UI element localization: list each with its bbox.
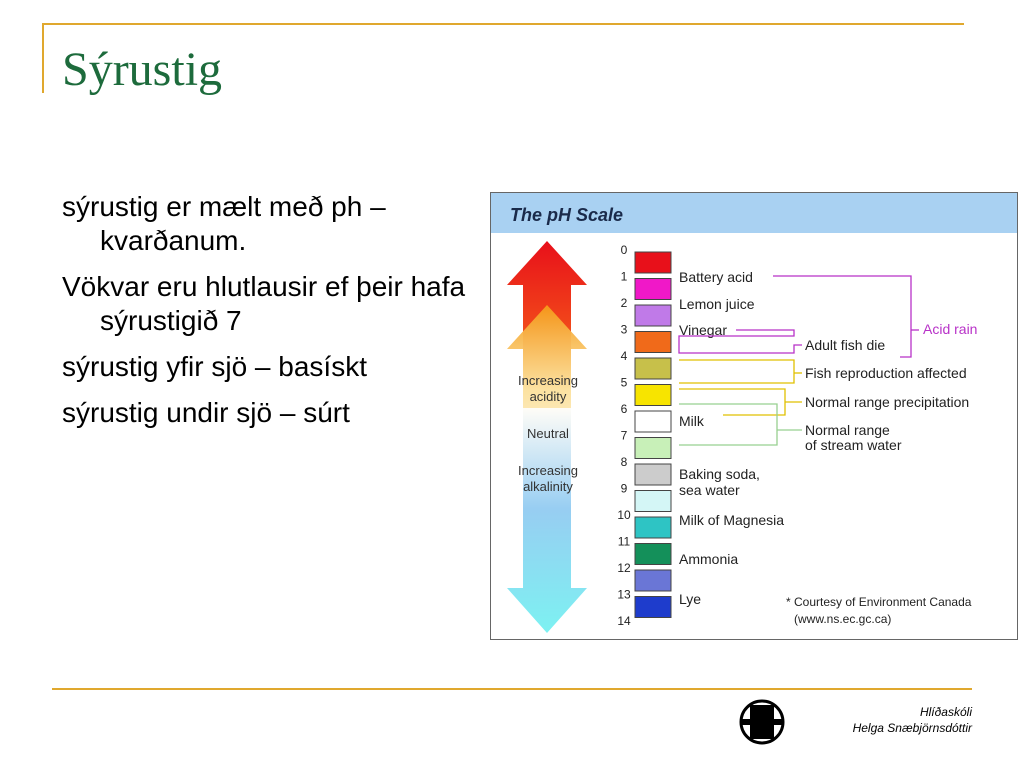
footer-author: Helga Snæbjörnsdóttir: [852, 721, 972, 735]
bullet-item: sýrustig undir sjö – súrt: [62, 397, 350, 428]
bullet-item: sýrustig er mælt með ph – kvarðanum.: [62, 191, 386, 256]
acidity-label-2: acidity: [529, 389, 567, 404]
substance-lye: Lye: [679, 591, 702, 607]
substance-vinegar: Vinegar: [679, 322, 728, 338]
substance-baking-soda: Baking soda,: [679, 466, 760, 482]
effect-fish-reproduction: Fish reproduction affected: [805, 365, 967, 381]
ph-swatch: [635, 305, 671, 326]
substance-milk-of-magnesia: Milk of Magnesia: [679, 512, 785, 528]
ph-value-label: 3: [620, 322, 628, 337]
ph-swatch: [635, 570, 671, 591]
ph-scale-figure: [490, 192, 1018, 640]
effect-adult-fish-die: Adult fish die: [805, 337, 886, 353]
alkalinity-label-2: alkalinity: [523, 479, 573, 494]
ph-value-label: 6: [620, 402, 628, 416]
ph-value-label: 1: [620, 269, 628, 284]
effect-normal-precipitation: Normal range precipitation: [805, 394, 970, 410]
courtesy-line-1: * Courtesy of Environment Canada: [786, 595, 972, 609]
ph-value-label: 5: [620, 375, 628, 390]
ph-value-label: 12: [617, 561, 631, 575]
ph-value-label: 10: [617, 508, 631, 522]
ph-swatch: [635, 279, 671, 300]
ph-swatch: [635, 411, 671, 432]
ph-value-label: 9: [620, 481, 628, 496]
frame-top-line: [42, 23, 964, 25]
ph-value-label: 4: [620, 349, 628, 363]
ph-swatch: [635, 252, 671, 273]
ph-value-label: 7: [620, 428, 628, 443]
frame-bottom-line: [52, 688, 972, 690]
effect-stream-water-1: Normal range: [805, 422, 890, 438]
substance-milk: Milk: [679, 413, 704, 429]
ph-value-label: 2: [620, 296, 628, 310]
frame-left-line: [42, 23, 44, 93]
bullet-item: Vökvar eru hlutlausir ef þeir hafa sýrustigið 7: [62, 271, 466, 336]
ph-swatch: [635, 597, 671, 618]
ph-value-label: 14: [617, 614, 631, 628]
ph-scale-swatches: [617, 243, 671, 628]
ph-swatch: [635, 491, 671, 512]
substance-battery-acid: Battery acid: [679, 269, 753, 285]
ph-swatch: [635, 358, 671, 379]
effect-acid-rain: Acid rain: [923, 321, 978, 337]
precipitation-connectors: [679, 360, 802, 415]
courtesy-line-2: (www.ns.ec.gc.ca): [794, 612, 892, 626]
ph-swatch: [635, 517, 671, 538]
slide-title: Sýrustig: [62, 43, 223, 96]
alkalinity-label-1: Increasing: [518, 463, 578, 478]
neutral-label: Neutral: [527, 426, 569, 441]
ph-swatch: [635, 385, 671, 406]
ph-value-label: 8: [620, 455, 628, 469]
alkalinity-arrow-icon: [507, 408, 587, 633]
ph-value-label: 13: [617, 587, 631, 602]
effect-stream-water-2: of stream water: [805, 437, 902, 453]
ph-value-label: 11: [617, 534, 631, 549]
ph-swatch: [635, 464, 671, 485]
substance-ammonia: Ammonia: [679, 551, 739, 567]
bullet-item: sýrustig yfir sjö – basískt: [62, 351, 367, 382]
footer-school: Hlíðaskóli: [919, 705, 972, 719]
ph-swatch: [635, 438, 671, 459]
substance-lemon-juice: Lemon juice: [679, 296, 755, 312]
bullet-list: [62, 190, 482, 442]
figure-title: The pH Scale: [510, 205, 624, 225]
ph-swatch: [635, 544, 671, 565]
substance-sea-water: sea water: [679, 482, 740, 498]
ph-swatch: [635, 332, 671, 353]
footer-credit: [853, 704, 972, 736]
ph-value-label: 0: [620, 243, 628, 257]
acidity-label-1: Increasing: [518, 373, 578, 388]
school-logo-icon: [738, 698, 786, 746]
